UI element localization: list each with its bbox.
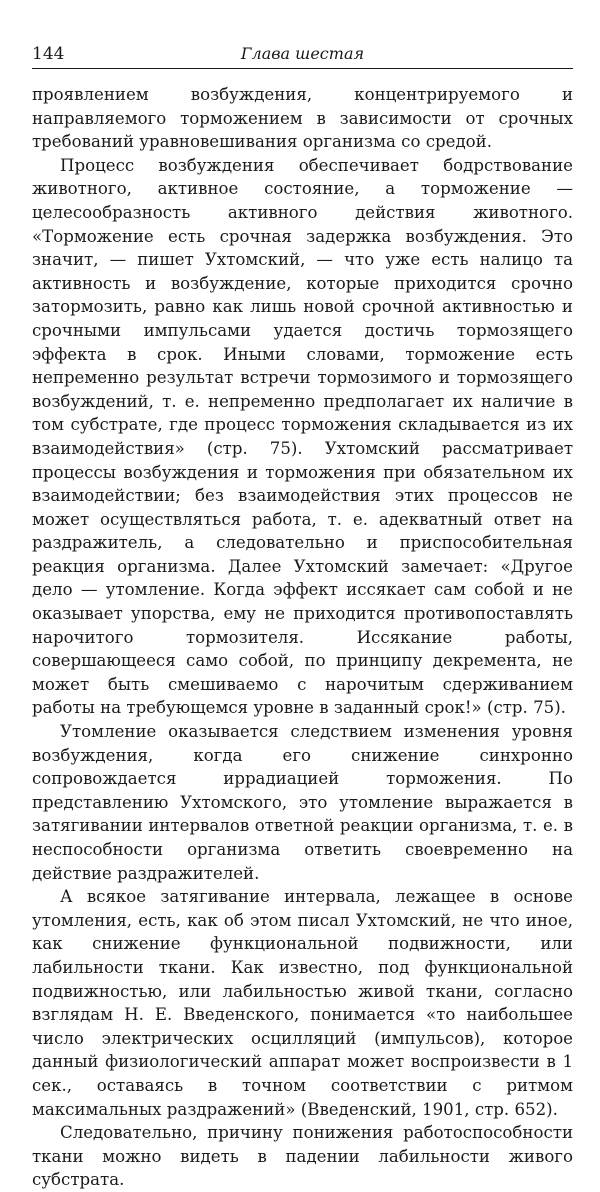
paragraph-conclusion: Следовательно, причину понижения работоспособности ткани можно видеть в падении лабильности живого субстрата. [32, 1123, 573, 1190]
page-number: 144 [32, 44, 65, 64]
paragraph-lability: А всякое затягивание интервала, лежащее в основе утомления, есть, как об этом писал Ухтомский, не что иное, как снижение функциональной подвижности, или лабильности ткани. Как известно, под функциональной подвижностью, или лабильностью живой ткани, согласно взглядам Н. Е. Введенского, понимается «то наибольшее число электрических осцилляций (импульсов), которое данный физиологический аппарат может воспроизвести в 1 сек., оставаясь в точном соответствии с ритмом максимальных раздражений» (Введенский, 1901, стр. 652). [32, 887, 573, 1119]
book-page [32, 38, 573, 1192]
paragraph-excitation-inhibition: Процесс возбуждения обеспечивает бодрствование животного, активное состояние, а торможение — целесообразность активного действия животного. «Торможение есть срочная задержка возбуждения. Это значит, — пишет Ухтомский, — что уже есть налицо та активность и возбуждение, которые приходится срочно затормозить, равно как лишь новой срочной активностью и срочными импульсами удается достичь тормозящего эффекта в срок. Иными словами, торможение есть непременно результат встречи тормозимого и тормозящего возбуждений, т. е. непременно предполагает их наличие в том субстрате, где процесс торможения складывается из их взаимодействия» (стр. 75). Ухтомский рассматривает процессы возбуждения и торможения при обязательном их взаимодействии; без взаимодействия этих процессов не может осуществляться работа, т. е. адекватный ответ на раздражитель, а следовательно и приспособительная реакция организма. Далее Ухтомский замечает: «Другое дело — утомление. Когда эффект иссякает сам собой и не оказывает упорства, ему не приходится противопоставлять нарочитого тормозителя. Иссякание работы, совершающееся само собой, по принципу декремента, не может быть смешиваемо с нарочитым сдерживанием работы на требующемся уровне в заданный срок!» (стр. 75). [32, 155, 573, 718]
running-header [32, 38, 573, 69]
chapter-title: Глава шестая [240, 44, 365, 63]
body-text [32, 83, 573, 1192]
paragraph-continuation: проявлением возбуждения, концентрируемого и направляемого торможением в зависимости от срочных требований уравновешивания организма со средой. [32, 85, 573, 152]
paragraph-fatigue: Утомление оказывается следствием изменения уровня возбуждения, когда его снижение синхронно сопровождается иррадиацией торможения. По представлению Ухтомского, это утомление выражается в затягивании интервалов ответной реакции организма, т. е. в неспособности организма ответить своевременно на действие раздражителей. [32, 722, 573, 883]
